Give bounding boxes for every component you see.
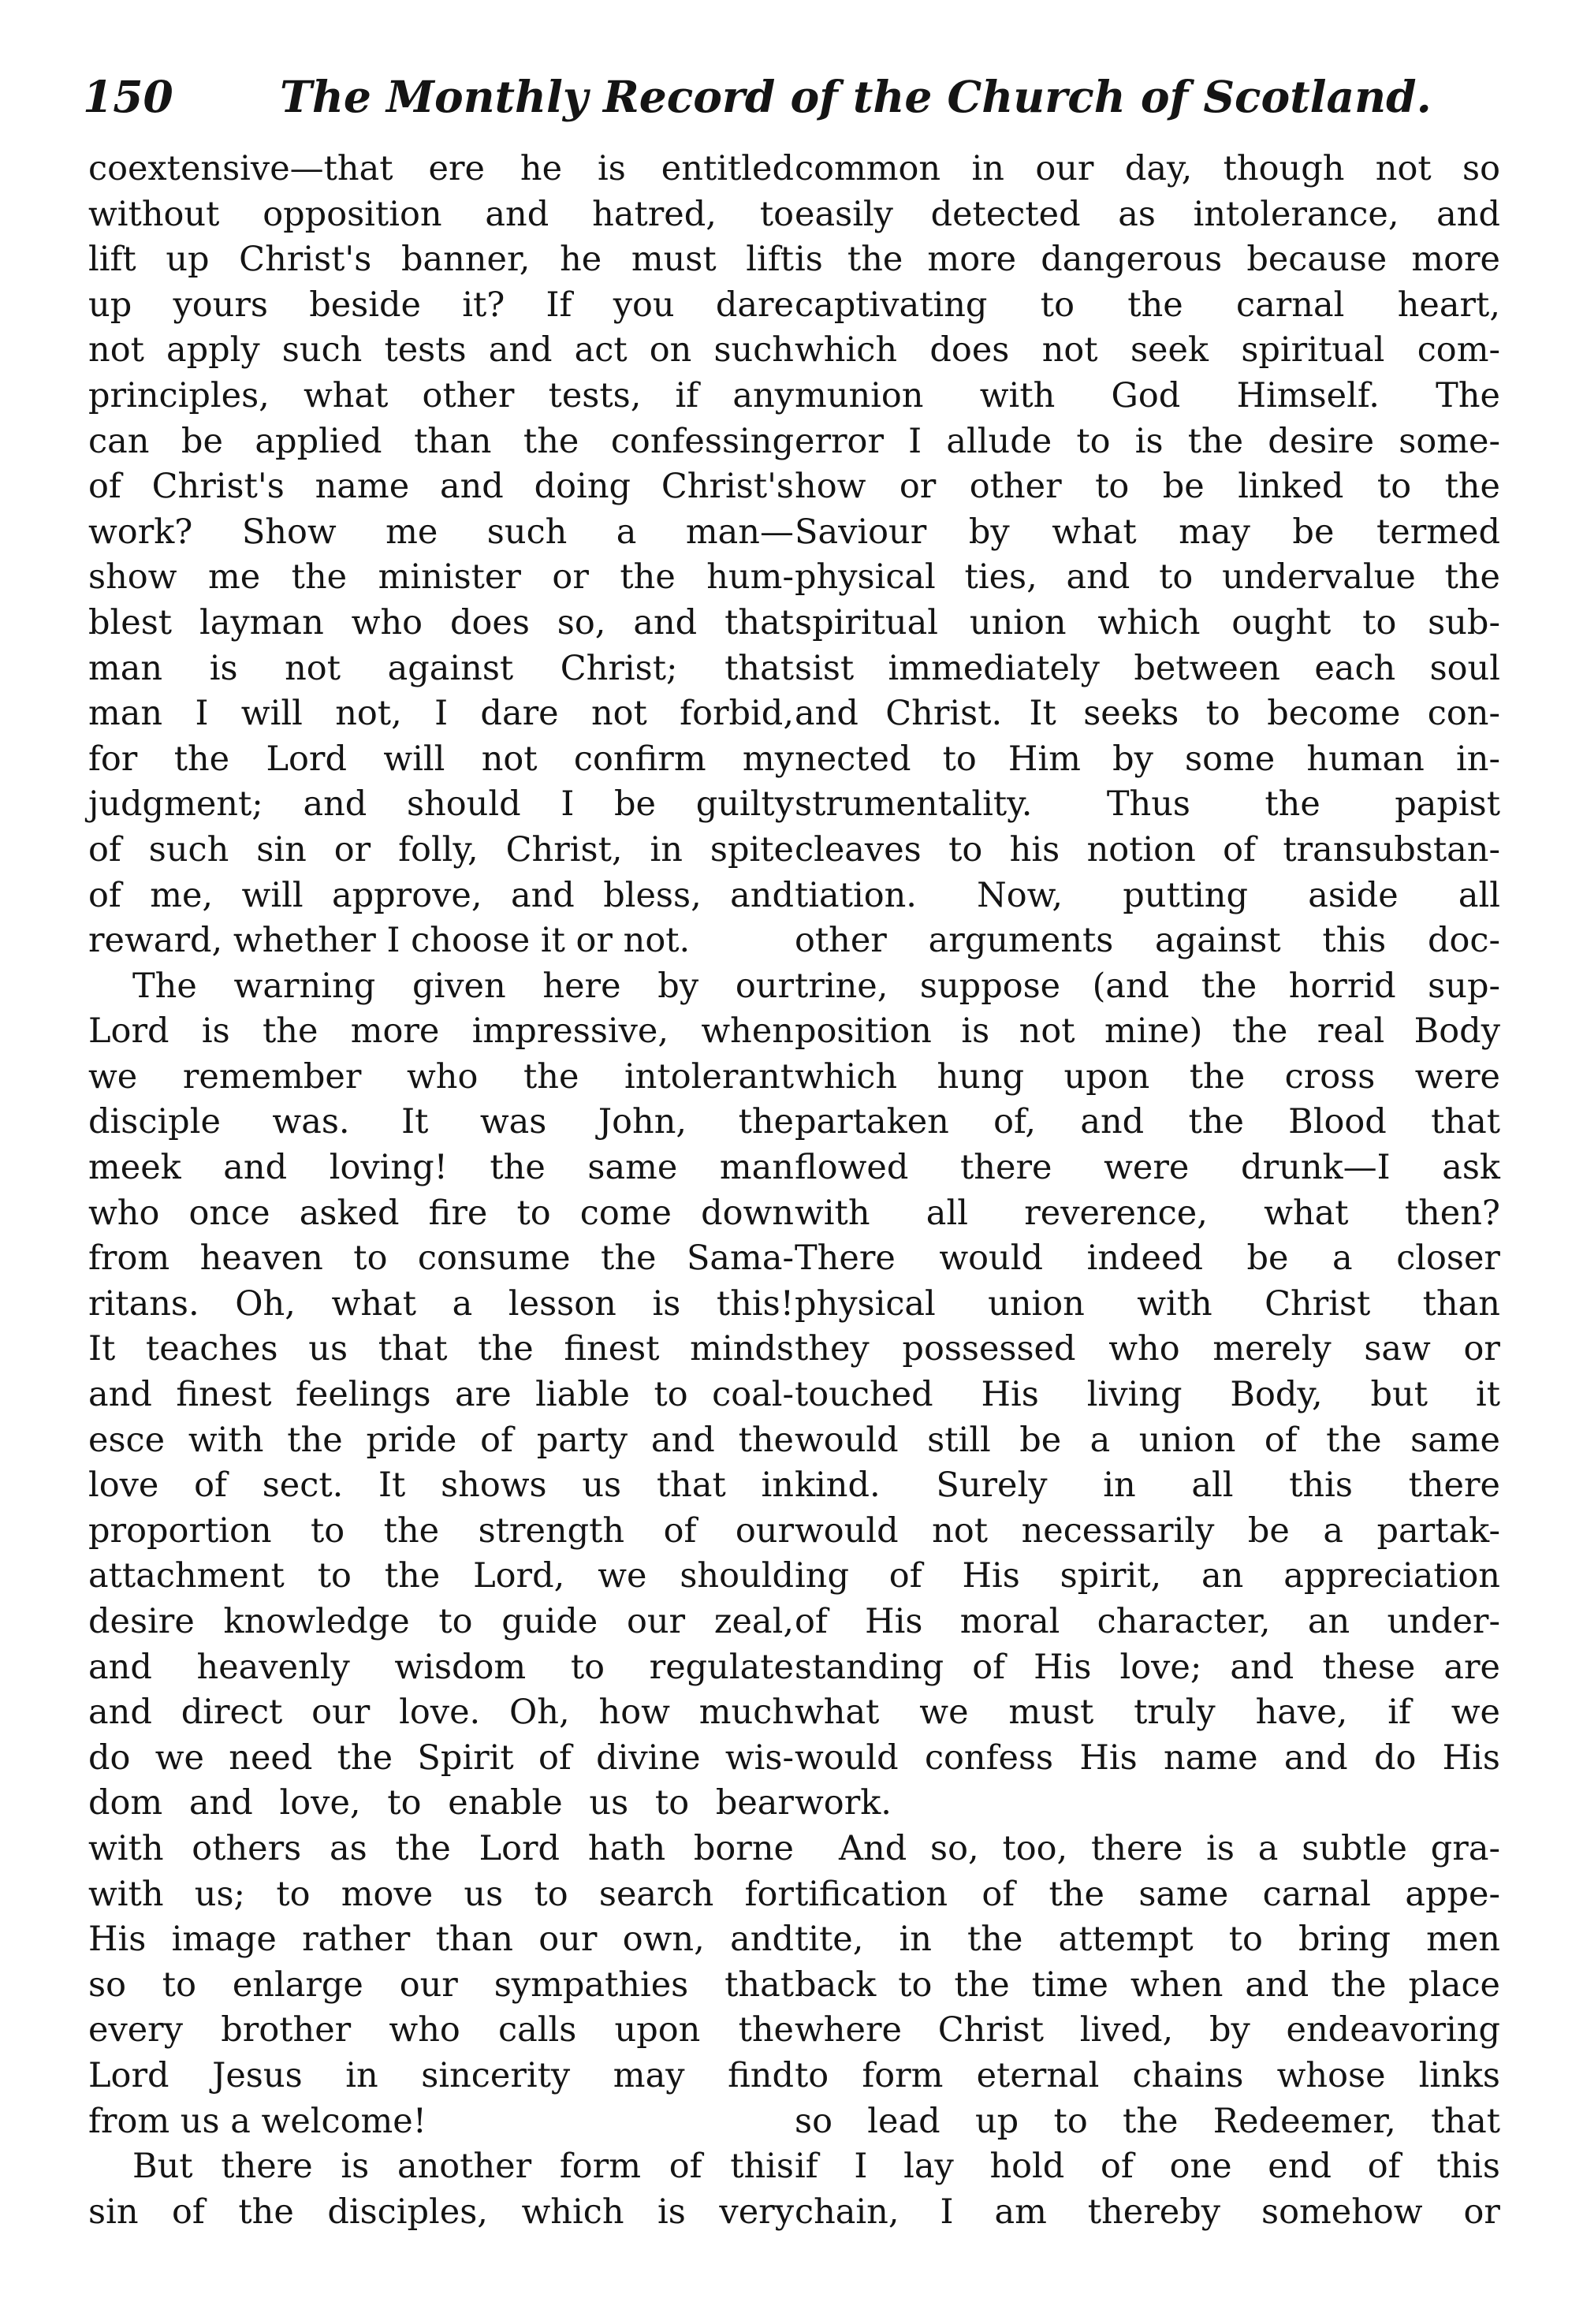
text-line: which hung upon the cross were xyxy=(795,1056,1500,1097)
text-line: judgment; and should I be guilty xyxy=(88,784,794,825)
text-line: if I lay hold of one end of this xyxy=(795,2147,1500,2187)
text-line: of such sin or folly, Christ, in spite xyxy=(88,829,794,870)
text-line: touched His living Body, but it xyxy=(795,1375,1500,1415)
text-line: man I will not, I dare not forbid, xyxy=(88,694,794,734)
text-line: kind. Surely in all this there xyxy=(795,1466,1500,1506)
text-line: tification of the same carnal appe- xyxy=(795,1874,1500,1914)
text-line: flowed there were drunk—I ask xyxy=(795,1148,1500,1188)
text-line: back to the time when and the place xyxy=(795,1965,1500,2005)
text-line: captivating to the carnal heart, xyxy=(795,285,1500,325)
text-line: would not necessarily be a partak- xyxy=(795,1510,1500,1551)
text-line: which does not seek spiritual com- xyxy=(795,330,1500,371)
text-line: where Christ lived, by endeavoring xyxy=(795,2010,1500,2050)
text-line: of me, will approve, and bless, and xyxy=(88,875,794,915)
text-line: man is not against Christ; that xyxy=(88,648,794,688)
text-line: strumentality. Thus the papist xyxy=(795,784,1500,825)
text-line: ing of His spirit, an appreciation xyxy=(795,1556,1500,1596)
text-line: of Christ's name and doing Christ's xyxy=(88,467,794,507)
text-line: dom and love, to enable us to bear xyxy=(88,1783,794,1823)
text-line: esce with the pride of party and the xyxy=(88,1420,794,1460)
text-line: work. xyxy=(795,1783,892,1823)
text-line: would still be a union of the same xyxy=(795,1420,1500,1460)
text-line: so to enlarge our sympathies that xyxy=(88,1965,794,2005)
running-header xyxy=(83,61,1432,132)
text-line: Saviour by what may be termed xyxy=(795,512,1500,552)
text-line: principles, what other tests, if any xyxy=(88,375,794,415)
text-line: they possessed who merely saw or xyxy=(795,1329,1500,1369)
text-line: other arguments against this doc- xyxy=(795,921,1500,961)
text-line: chain, I am thereby somehow or xyxy=(795,2192,1500,2232)
text-line: and heavenly wisdom to regulate xyxy=(88,1647,794,1687)
text-line: disciple was. It was John, the xyxy=(88,1102,794,1142)
text-line: for the Lord will not confirm my xyxy=(88,739,794,779)
text-line: with others as the Lord hath borne xyxy=(88,1828,794,1868)
text-line: from heaven to consume the Sama- xyxy=(88,1238,794,1279)
text-line: of His moral character, an under- xyxy=(795,1602,1500,1641)
text-line: is the more dangerous because more xyxy=(795,240,1500,280)
text-line: ritans. Oh, what a lesson is this! xyxy=(88,1283,794,1324)
text-line: every brother who calls upon the xyxy=(88,2010,794,2050)
text-line: cleaves to his notion of transubstan- xyxy=(795,829,1500,870)
text-line: with us; to move us to search for xyxy=(88,1874,794,1914)
text-line: common in our day, though not so xyxy=(795,149,1500,188)
text-line: blest layman who does so, and that xyxy=(88,602,794,642)
text-line: sin of the disciples, which is very xyxy=(88,2192,794,2232)
text-line: Lord Jesus in sincerity may find xyxy=(88,2055,794,2095)
left-column xyxy=(88,147,794,2235)
text-line: would confess His name and do His xyxy=(795,1737,1500,1778)
text-line: how or other to be linked to the xyxy=(795,467,1500,507)
text-line: coextensive—that ere he is entitled xyxy=(88,149,794,188)
text-line: And so, too, there is a subtle gra- xyxy=(839,1828,1500,1868)
text-line: nected to Him by some human in- xyxy=(795,739,1500,779)
text-line: and direct our love. Oh, how much xyxy=(88,1693,794,1733)
text-line: Lord is the more impressive, when xyxy=(88,1011,794,1052)
text-line: tite, in the attempt to bring men xyxy=(795,1920,1500,1960)
text-line: meek and loving! the same man xyxy=(88,1148,794,1188)
text-line: tiation. Now, putting aside all xyxy=(795,875,1500,915)
text-line: from us a welcome! xyxy=(88,2101,427,2141)
text-line: without opposition and hatred, to xyxy=(88,194,794,234)
text-line: reward, whether I choose it or not. xyxy=(88,921,691,961)
text-line: trine, suppose (and the horrid sup- xyxy=(795,966,1500,1006)
text-line: not apply such tests and act on such xyxy=(88,330,794,371)
text-line: to form eternal chains whose links xyxy=(795,2055,1500,2095)
text-line: can be applied than the confessing xyxy=(88,421,794,461)
text-line: error I allude to is the desire some- xyxy=(795,421,1500,461)
text-line: physical ties, and to undervalue the xyxy=(795,557,1500,598)
text-line: standing of His love; and these are xyxy=(795,1647,1500,1687)
text-line: work? Show me such a man— xyxy=(88,512,794,552)
text-line: what we must truly have, if we xyxy=(795,1693,1500,1733)
text-line: sist immediately between each soul xyxy=(795,648,1500,688)
text-line: and finest feelings are liable to coal- xyxy=(88,1375,794,1415)
text-line: do we need the Spirit of divine wis- xyxy=(88,1737,794,1778)
text-line: and Christ. It seeks to become con- xyxy=(795,694,1500,734)
text-line: spiritual union which ought to sub- xyxy=(795,602,1500,642)
text-line: There would indeed be a closer xyxy=(795,1238,1500,1279)
text-line: up yours beside it? If you dare xyxy=(88,285,794,325)
text-line: who once asked fire to come down xyxy=(88,1193,794,1233)
text-line: with all reverence, what then? xyxy=(795,1193,1500,1233)
text-line: show me the minister or the hum- xyxy=(88,557,794,598)
text-line: proportion to the strength of our xyxy=(88,1510,794,1551)
text-line: easily detected as intolerance, and xyxy=(795,194,1500,234)
text-line: But there is another form of this xyxy=(132,2147,794,2187)
text-line: physical union with Christ than xyxy=(795,1283,1500,1324)
text-line: desire knowledge to guide our zeal, xyxy=(88,1602,794,1641)
text-line: position is not mine) the real Body xyxy=(795,1011,1500,1052)
journal-title: The Monthly Record of the Church of Scotland. xyxy=(280,71,1432,122)
text-line: lift up Christ's banner, he must lift xyxy=(88,240,794,280)
text-line: His image rather than our own, and xyxy=(88,1920,794,1960)
text-line: so lead up to the Redeemer, that xyxy=(795,2101,1500,2141)
right-column xyxy=(795,147,1500,2235)
text-line: It teaches us that the finest minds xyxy=(88,1329,794,1369)
text-line: munion with God Himself. The xyxy=(795,375,1500,415)
text-line: The warning given here by our xyxy=(132,966,794,1006)
text-line: we remember who the intolerant xyxy=(88,1056,794,1097)
text-line: partaken of, and the Blood that xyxy=(795,1102,1500,1142)
page-number: 150 xyxy=(83,71,173,122)
text-line: love of sect. It shows us that in xyxy=(88,1466,794,1506)
text-line: attachment to the Lord, we should xyxy=(88,1556,794,1596)
